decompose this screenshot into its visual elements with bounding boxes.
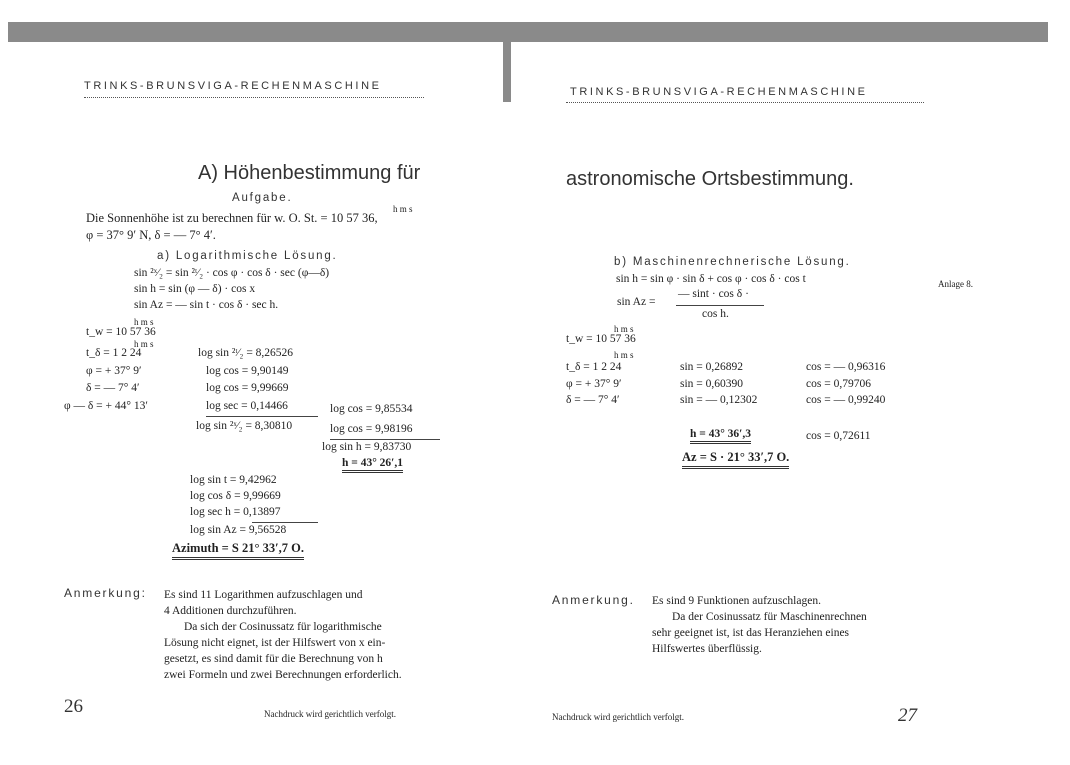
right-method-heading: b) Maschinenrechnerische Lösung. <box>614 256 851 268</box>
right-input-delta: δ = — 7° 4′ <box>566 394 620 406</box>
right-tw: t_w = 10 57 36 <box>566 333 636 345</box>
right-input-phi: φ = + 37° 9′ <box>566 378 622 390</box>
cos-value-1: cos = — 0,96316 <box>806 361 886 373</box>
left-input-td: t_δ = 1 2 24 <box>86 347 142 359</box>
anlage-note: Anlage 8. <box>938 279 973 289</box>
cos-value-2: cos = 0,79706 <box>806 378 871 390</box>
right-formula-2-label: sin Az = <box>617 296 656 308</box>
log-col2-row3: log sin h = 9,83730 <box>322 441 412 453</box>
right-azimuth-result: Az = S · 21° 33′,7 O. <box>682 450 789 469</box>
right-note-line-3: sehr geeignet ist, ist das Heranziehen eines <box>652 627 850 639</box>
sin-value-1: sin = 0,26892 <box>680 361 744 373</box>
left-note-line-6: zwei Formeln und zwei Berechnungen erforderlich. <box>164 669 402 681</box>
problem-units: h m s <box>393 204 413 214</box>
log-col2-sum-line <box>330 439 440 440</box>
formula-3: sin Az = — sin t · cos δ · sec h. <box>134 299 279 311</box>
log-col2-row1: log cos = 9,85534 <box>330 403 413 415</box>
left-input-delta: δ = — 7° 4′ <box>86 382 140 394</box>
az-log-sum-line <box>252 522 318 523</box>
left-input-phi-minus-delta: φ — δ = + 44° 13′ <box>64 400 148 412</box>
log-col2-row2: log cos = 9,98196 <box>330 423 413 435</box>
left-tw: t_w = 10 57 36 <box>86 326 156 338</box>
log-col1-row5: log sin ²ˣ⁄₂ = 8,30810 <box>196 420 293 432</box>
left-note-line-1: Es sind 11 Logarithmen aufzuschlagen und <box>164 589 363 601</box>
az-log-2: log cos δ = 9,99669 <box>190 490 281 502</box>
right-footer: Nachdruck wird gerichtlich verfolgt. <box>552 712 684 722</box>
left-note-line-2: 4 Additionen durchzuführen. <box>164 605 297 617</box>
right-td-units: h m s <box>614 350 634 360</box>
right-tw-units: h m s <box>614 324 634 334</box>
right-input-td: t_δ = 1 2 24 <box>566 361 622 373</box>
az-log-1: log sin t = 9,42962 <box>190 474 277 486</box>
left-note-line-4: Lösung nicht eignet, ist der Hilfswert von x ein- <box>164 637 386 649</box>
left-h-result: h = 43° 26′,1 <box>342 457 403 473</box>
log-col1-row4: log sec = 0,14466 <box>206 400 288 412</box>
left-tw-units: h m s <box>134 317 154 327</box>
left-note-line-5: gesetzt, es sind damit für die Berechnung von h <box>164 653 383 665</box>
right-note-label: Anmerkung. <box>552 593 635 607</box>
fraction-bar <box>676 305 764 306</box>
book-gutter <box>503 22 511 102</box>
right-h-cos: cos = 0,72611 <box>806 430 871 442</box>
right-page-number: 27 <box>898 705 917 726</box>
az-log-3: log sec h = 0,13897 <box>190 506 281 518</box>
right-page-title: astronomische Ortsbestimmung. <box>566 168 854 190</box>
right-note-line-4: Hilfswertes überflüssig. <box>652 643 762 655</box>
problem-line-1: Die Sonnenhöhe ist zu berechnen für w. O. St. = 10 57 36, <box>86 211 378 225</box>
right-formula-2-denominator: cos h. <box>702 308 729 320</box>
formula-1: sin ²ˣ⁄₂ = sin ²ᵗ⁄₂ · cos φ · cos δ · sec (φ—δ) <box>134 267 330 279</box>
problem-line-2: φ = 37° 9′ N, δ = — 7° 4′. <box>86 228 216 242</box>
left-footer: Nachdruck wird gerichtlich verfolgt. <box>264 709 396 719</box>
left-note-label: Anmerkung: <box>64 586 147 600</box>
cos-value-3: cos = — 0,99240 <box>806 394 886 406</box>
log-col1-row2: log cos = 9,90149 <box>206 365 289 377</box>
log-col1-row3: log cos = 9,99669 <box>206 382 289 394</box>
aufgabe-label: Aufgabe. <box>232 192 293 204</box>
log-col1-sum-line <box>206 416 318 417</box>
right-formula-1: sin h = sin φ · sin δ + cos φ · cos δ · cos t <box>616 273 806 285</box>
right-note-line-2: Da der Cosinussatz für Maschinenrechnen <box>672 611 867 623</box>
sin-value-3: sin = — 0,12302 <box>680 394 758 406</box>
left-td-units: h m s <box>134 339 154 349</box>
left-page-title: A) Höhenbestimmung für <box>198 162 421 184</box>
left-page-number: 26 <box>64 696 83 717</box>
az-log-4: log sin Az = 9,56528 <box>190 524 287 536</box>
right-running-header: TRINKS-BRUNSVIGA-RECHENMASCHINE <box>570 86 868 98</box>
right-formula-2-numerator: — sint · cos δ · <box>678 288 749 300</box>
left-header-rule <box>84 97 424 98</box>
right-h-result: h = 43° 36′,3 <box>690 428 751 444</box>
right-note-line-1: Es sind 9 Funktionen aufzuschlagen. <box>652 595 821 607</box>
left-method-heading: a) Logarithmische Lösung. <box>157 250 338 262</box>
sin-value-2: sin = 0,60390 <box>680 378 744 390</box>
left-azimuth-result: Azimuth = S 21° 33′,7 O. <box>172 541 304 560</box>
scan-top-band <box>8 22 1048 42</box>
log-col1-row1: log sin ²ᵗ⁄₂ = 8,26526 <box>198 347 294 359</box>
left-running-header: TRINKS-BRUNSVIGA-RECHENMASCHINE <box>84 80 382 92</box>
formula-2: sin h = sin (φ — δ) · cos x <box>134 283 256 295</box>
right-header-rule <box>566 102 924 103</box>
left-input-phi: φ = + 37° 9′ <box>86 365 142 377</box>
left-note-line-3: Da sich der Cosinussatz für logarithmische <box>184 621 382 633</box>
